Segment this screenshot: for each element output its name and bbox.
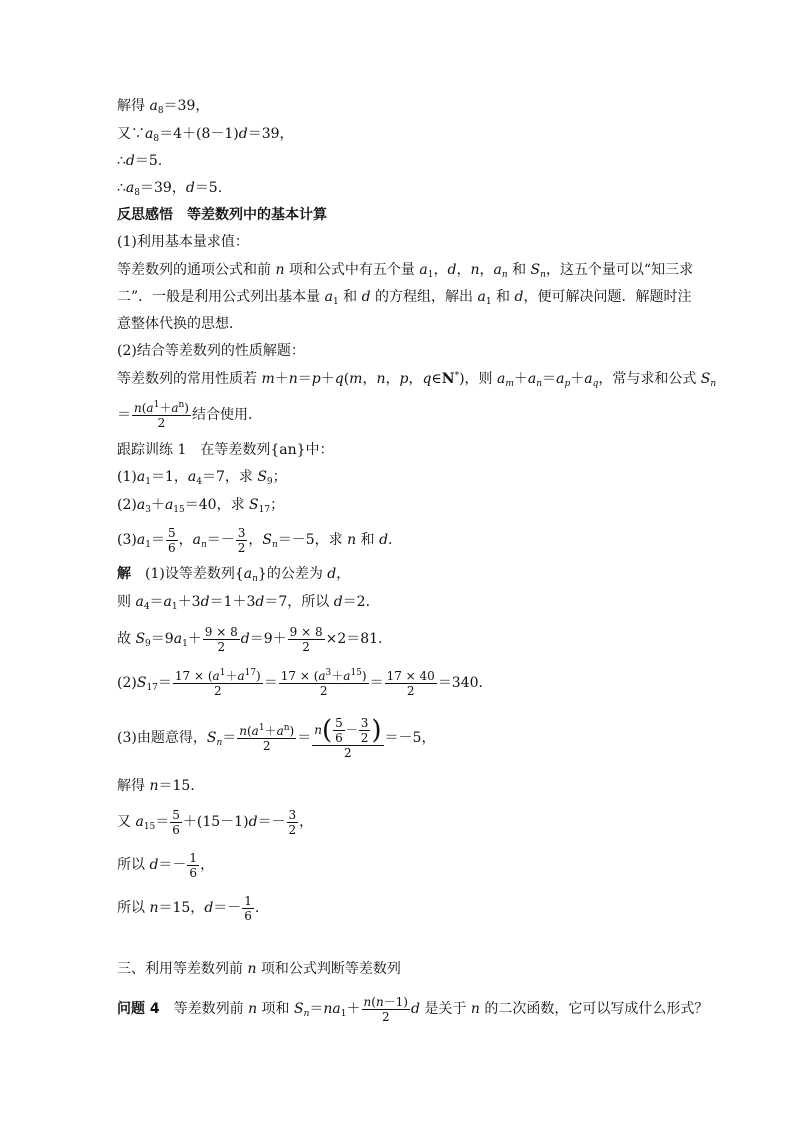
- text-line: 解得 n＝15.: [117, 778, 195, 794]
- text-line: $(2)S_{17}=$ $\frac{17 \times (a^1+a^{17})}{2}$ ＝ $\frac{17 \times (a^3+a^{15})}{2}$ ＝ $\frac{17 \times 40}{2}$ ＝340.: [117, 667, 483, 698]
- text-line: 故 $S_9=9a_1+$ $\frac{9 \times 8}{2}$ d＝9＋ $\frac{9 \times 8}{2}$ ×2＝81.: [117, 624, 383, 654]
- text-line: 解得 $a_8=39$，: [117, 98, 210, 116]
- text-line: 所以 d＝－ $\frac{1}{6}$ ，: [117, 850, 215, 880]
- section-heading: 三、利用等差数列前 n 项和公式判断等差数列: [117, 961, 401, 977]
- text-line: 等差数列的常用性质若 m＋n＝p＋q(m，n，p，q∈N*)，则 $a_m+a_n=a_p+a_q$，常与求和公式 $S_n$: [117, 371, 717, 389]
- text-line: 意整体代换的思想．: [117, 316, 243, 332]
- text-line: $(2)a_3+a_{15}=40$，求 $S_{17}$；: [117, 497, 285, 515]
- text-line: $\therefore a_8=39$，d＝5.: [117, 180, 223, 198]
- text-line: 所以 n＝15，d＝－ $\frac{1}{6}$ .: [117, 893, 260, 923]
- text-line: 等差数列的通项公式和前 n 项和公式中有五个量 $a_1$，d，n，$a_n$ 和 $S_n$，这五个量可以“知三求: [117, 262, 694, 280]
- fraction: $\frac{n(a^1+a^n)}{2}$: [134, 399, 189, 430]
- text-line: 又$\because a_8=4+(8-1)d=39$，: [117, 126, 294, 144]
- text-line: (3)由题意得，$S_n=$ $\frac{n(a^1+a^n)}{2}$ ＝ n( $\frac{5}{6}$ － $\frac{3}{2}$ ) 2 ＝－5，: [117, 715, 436, 760]
- section-heading: 反思感悟 等差数列中的基本计算: [117, 207, 327, 223]
- text-line: ∴d＝5.: [117, 153, 163, 169]
- text-line: 解 (1)设等差数列$\{a_n\}$的公差为 d，: [117, 566, 351, 584]
- text-line: $(3)a_1=$ $\frac{5}{6}$ ，$a_n=-$ $\frac{3}{2}$ ，$S_n=-5$，求 n 和 d.: [117, 525, 393, 555]
- text-line: $(1)a_1=1$，$a_4=7$，求 $S_9$；: [117, 469, 287, 487]
- exercise-heading: 跟踪训练 1 在等差数列{an}中：: [117, 442, 334, 458]
- text-line: 则 $a_4=a_1+3d=1+3d=7$，所以 d＝2.: [117, 594, 371, 612]
- text-line: (2)结合等差数列的性质解题：: [117, 343, 305, 359]
- text-line: (1)利用基本量求值：: [117, 234, 249, 250]
- question-line: 问题 4 等差数列前 n 项和 $S_n=na_1+$ $\frac{n(n-1)}{2}$ d 是关于 n 的二次函数，它可以写成什么形式？: [117, 994, 709, 1024]
- text-line: ＝ $\frac{n(a^1+a^n)}{2}$ 结合使用．: [117, 399, 262, 430]
- text-line: 二”．一般是利用公式列出基本量 $a_1$ 和 d 的方程组，解出 $a_1$ 和 d，便可解决问题．解题时注: [117, 289, 692, 307]
- text-line: 又 $a_{15}=$ $\frac{5}{6}$ ＋(15－1)d＝－ $\frac{3}{2}$ ，: [117, 807, 314, 837]
